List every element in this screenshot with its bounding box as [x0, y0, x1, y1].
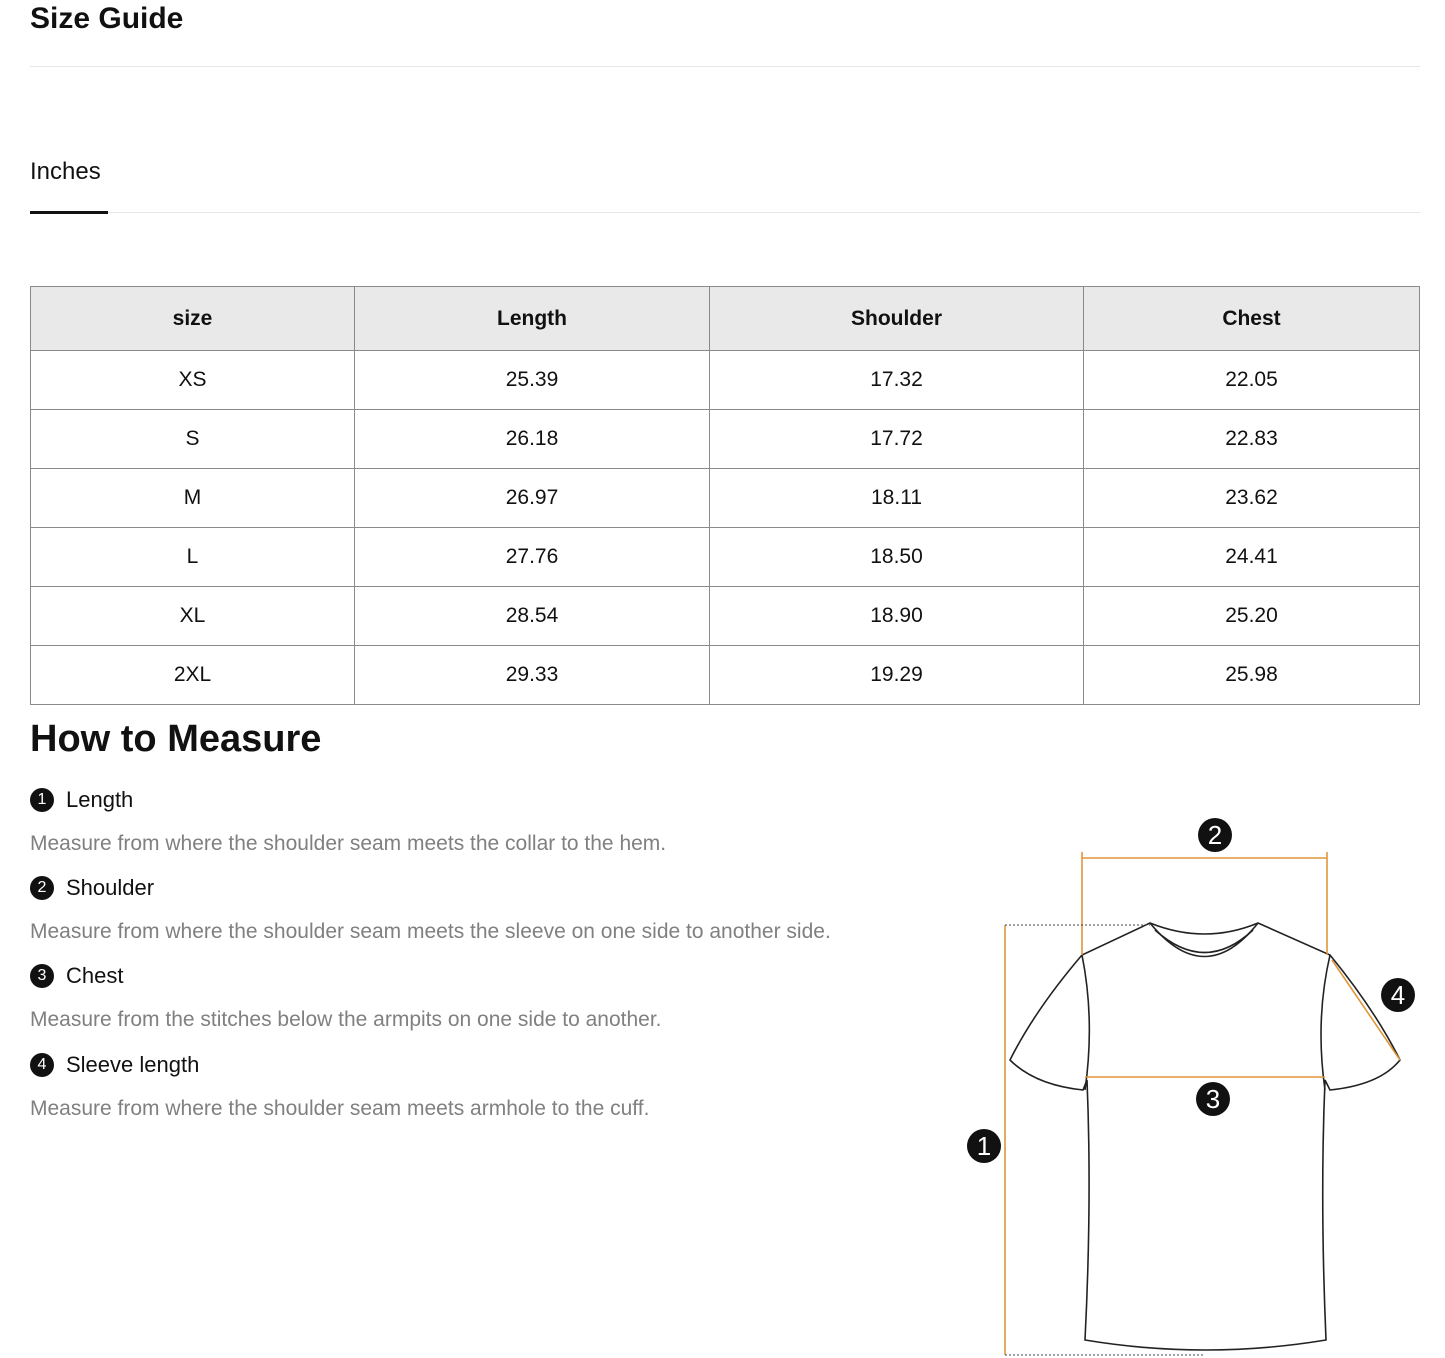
table-cell: 24.41 — [1084, 528, 1420, 587]
tab-inches[interactable]: Inches — [30, 158, 101, 185]
table-cell: 29.33 — [355, 646, 710, 705]
table-cell: 26.97 — [355, 469, 710, 528]
table-cell: XL — [31, 587, 355, 646]
measure-label: Chest — [66, 963, 124, 988]
number-badge: 4 — [30, 1053, 54, 1077]
diagram-marker-label: 1 — [976, 1131, 992, 1161]
diagram-marker-label: 2 — [1207, 820, 1223, 850]
column-header: Length — [355, 287, 710, 351]
table-cell: 22.83 — [1084, 410, 1420, 469]
table-cell: M — [31, 469, 355, 528]
table-cell: XS — [31, 351, 355, 410]
table-cell: 26.18 — [355, 410, 710, 469]
table-cell: 2XL — [31, 646, 355, 705]
measure-description: Measure from where the shoulder seam meets the sleeve on one side to another side. — [30, 920, 831, 943]
diagram-marker-label: 3 — [1205, 1084, 1221, 1114]
column-header: size — [31, 287, 355, 351]
measure-label: Length — [66, 787, 134, 812]
measure-label: Shoulder — [66, 875, 155, 900]
table-cell: 25.98 — [1084, 646, 1420, 705]
table-cell: 19.29 — [710, 646, 1084, 705]
column-header: Shoulder — [710, 287, 1084, 351]
measure-description: Measure from where the shoulder seam meets armhole to the cuff. — [30, 1097, 650, 1120]
column-header: Chest — [1084, 287, 1420, 351]
measure-description: Measure from the stitches below the armpits on one side to another. — [30, 1008, 662, 1031]
table-cell: S — [31, 410, 355, 469]
page-title: Size Guide — [30, 2, 184, 35]
table-cell: 17.72 — [710, 410, 1084, 469]
table-cell: 18.50 — [710, 528, 1084, 587]
diagram-marker-label: 4 — [1390, 980, 1406, 1010]
table-cell: 17.32 — [710, 351, 1084, 410]
table-cell: L — [31, 528, 355, 587]
table-cell: 18.11 — [710, 469, 1084, 528]
table-cell: 22.05 — [1084, 351, 1420, 410]
number-badge: 1 — [30, 788, 54, 812]
table-cell: 23.62 — [1084, 469, 1420, 528]
measure-description: Measure from where the shoulder seam meets the collar to the hem. — [30, 832, 667, 855]
tshirt-outline-icon — [1010, 923, 1400, 1350]
table-cell: 28.54 — [355, 587, 710, 646]
measure-label: Sleeve length — [66, 1052, 200, 1077]
number-badge: 3 — [30, 964, 54, 988]
how-to-measure-heading: How to Measure — [30, 718, 322, 760]
table-cell: 25.39 — [355, 351, 710, 410]
table-cell: 18.90 — [710, 587, 1084, 646]
number-badge: 2 — [30, 876, 54, 900]
table-cell: 25.20 — [1084, 587, 1420, 646]
table-cell: 27.76 — [355, 528, 710, 587]
